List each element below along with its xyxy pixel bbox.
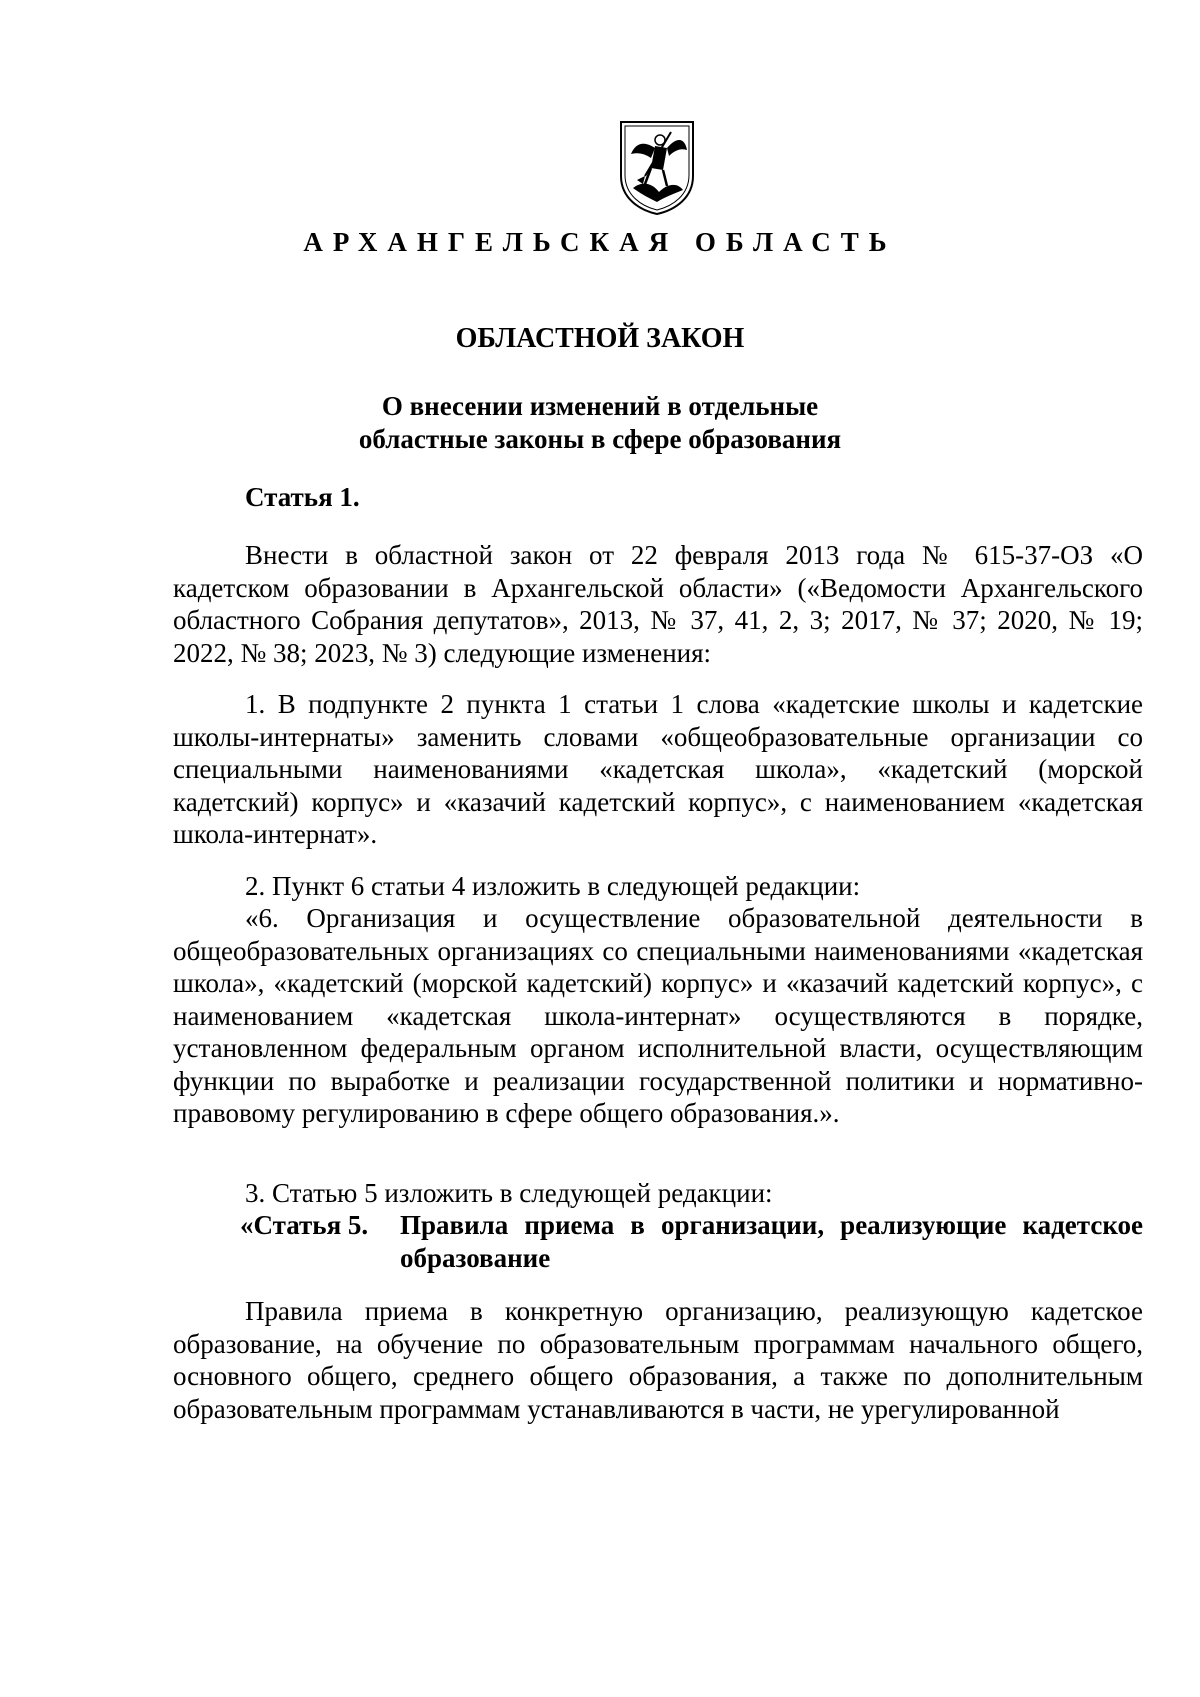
article-5-text: Правила приема в конкретную организацию, реализующую кадетское образование, на обучение по образовательным программам начального общего, основного общего, среднего общего образования, а также по дополнительным образовательным программам устанавливаются в части, не урегулированной — [173, 1296, 1143, 1424]
article-5-number: «Статья 5. — [240, 1210, 369, 1240]
document-type: ОБЛАСТНОЙ ЗАКОН — [455, 323, 745, 354]
coat-of-arms-icon — [615, 118, 699, 216]
article-5-heading — [240, 1209, 1143, 1274]
document-title — [0, 390, 1200, 456]
region-name: АРХАНГЕЛЬСКАЯ ОБЛАСТЬ — [303, 227, 897, 257]
article-1-item-3-intro: 3. Статью 5 изложить в следующей редакции: — [245, 1178, 773, 1208]
article-1-heading: Статья 1. — [245, 482, 360, 512]
article-1-item-1: 1. В подпункте 2 пункта 1 статьи 1 слова «кадетские школы и кадетские школы-интернаты» заменить словами «общеобразовательные организации со специальными наименованиями «кадетская школа», «кадетский (морской кадетский) корпус» и «казачий кадетский корпус», с наименованием «кадетская школа-интернат». — [173, 689, 1143, 849]
article-1-item-2-text: «6. Организация и осуществление образовательной деятельности в общеобразовательных организациях со специальными наименованиями «кадетская школа», «кадетский (морской кадетский) корпус» и «казачий кадетский корпус», с наименованием «кадетская школа-интернат» осуществляются в порядке, установленном федеральным органом исполнительной власти, осуществляющим функции по выработке и реализации государственной политики и нормативно-правовому регулированию в сфере общего образования.». — [173, 903, 1143, 1128]
article-1-item-2-intro: 2. Пункт 6 статьи 4 изложить в следующей редакции: — [245, 871, 861, 901]
document-title-line-2: областные законы в сфере образования — [358, 424, 842, 454]
document-title-line-1: О внесении изменений в отдельные — [381, 391, 819, 421]
article-1-intro: Внести в областной закон от 22 февраля 2013 года № 615-37-ОЗ «О кадетском образовании в Архангельской области» («Ведомости Архангельского областного Собрания депутатов», 2013, № 37, 41, 2, 3; 2017, № 37; 2020, № 19; 2022, № 38; 2023, № 3) следующие изменения: — [173, 540, 1143, 668]
article-5-title: Правила приема в организации, реализующие кадетское образование — [400, 1210, 1143, 1273]
